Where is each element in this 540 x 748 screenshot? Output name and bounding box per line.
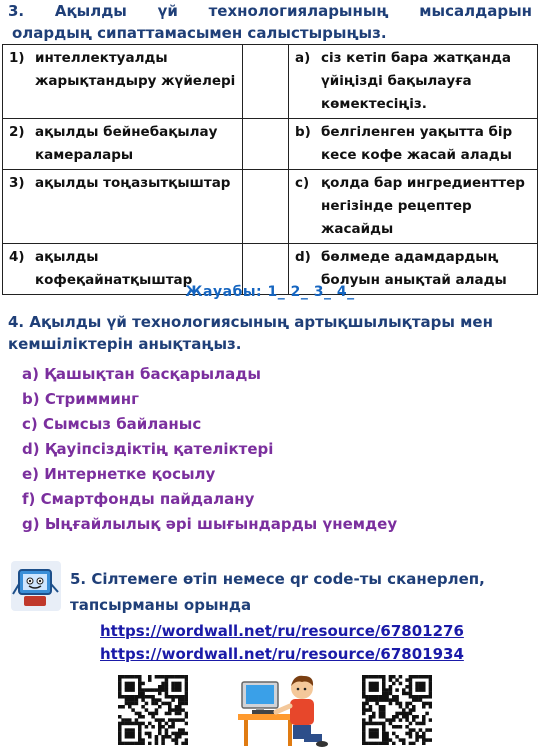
answer-line: Жауабы: 1_ 2_ 3_ 4_ [185,284,355,300]
table-row [3,119,538,170]
item-number: 3) [9,175,25,191]
table-cell-left [3,119,243,170]
computer-mascot-icon [10,560,62,612]
list-item: d) Қауіпсіздіктің қателіктері [22,440,274,458]
item-number: 4) [9,249,25,265]
item-text: интеллектуалды жарықтандыру жүйелері [35,50,236,89]
list-item: b) Стримминг [22,390,139,408]
table-cell-left [3,170,243,244]
item-text: ақылды бейнебақылау камералары [35,124,218,163]
task-3-line-2: олардың сипаттамасымен салыстырыңыз. [12,24,387,42]
task-4-heading [8,311,532,355]
item-text: ақылды кофеқайнатқыштар [35,249,193,288]
list-item: f) Смартфонды пайдалану [22,490,255,508]
item-letter: c) [295,175,310,191]
table-cell-left [3,45,243,119]
task-5-heading [70,566,530,618]
list-item: а) Қашықтан басқарылады [22,365,261,383]
list-item: e) Интернетке қосылу [22,465,216,483]
task-5-line-1: 5. Сілтемеге өтіп немесе qr code-ты сканерлеп, [70,570,485,588]
task-4-line-2: кемшіліктерін анықтаңыз. [8,335,242,353]
wordwall-link-1[interactable]: https://wordwall.net/ru/resource/67801276 [100,622,464,640]
item-number: 1) [9,50,25,66]
options-list [22,362,397,537]
item-letter: a) [295,50,311,66]
matching-table [2,44,538,295]
table-cell-right [289,45,538,119]
table-row [3,45,538,119]
answer-gap-cell [243,45,289,119]
qr-code-icon[interactable] [362,675,432,745]
item-text: бөлмеде адамдардың болуын анықтай алады [321,249,507,288]
item-text: сіз кетіп бара жатқанда үйіңізді бақылауға көмектесіңіз. [321,50,511,112]
task-3-heading [8,0,532,44]
item-text: белгіленген уақытта бір кесе кофе жасай алады [321,124,513,163]
item-text: ақылды тоңазытқыштар [35,175,231,191]
table-row [3,170,538,244]
answer-gap-cell [243,119,289,170]
answer-gap-cell [243,170,289,244]
item-number: 2) [9,124,25,140]
table-cell-right [289,170,538,244]
item-letter: d) [295,249,311,265]
task-5-line-2: тапсырманы орында [70,596,252,614]
list-item: g) Ыңғайлылық әрі шығындарды үнемдеу [22,515,398,533]
item-letter: b) [295,124,311,140]
qr-code-icon[interactable] [118,675,188,745]
table-cell-right [289,119,538,170]
task-3-line-1: 3. Ақылды үй технологияларының мысалдарын [8,2,532,20]
list-item: c) Сымсыз байланыс [22,415,202,433]
task-4-line-1: 4. Ақылды үй технологиясының артықшылықтары мен [8,313,493,331]
item-text: қолда бар ингредиенттер негізінде рецептер жасайды [321,175,525,237]
student-at-computer-icon [238,672,330,748]
wordwall-link-2[interactable]: https://wordwall.net/ru/resource/67801934 [100,645,464,663]
